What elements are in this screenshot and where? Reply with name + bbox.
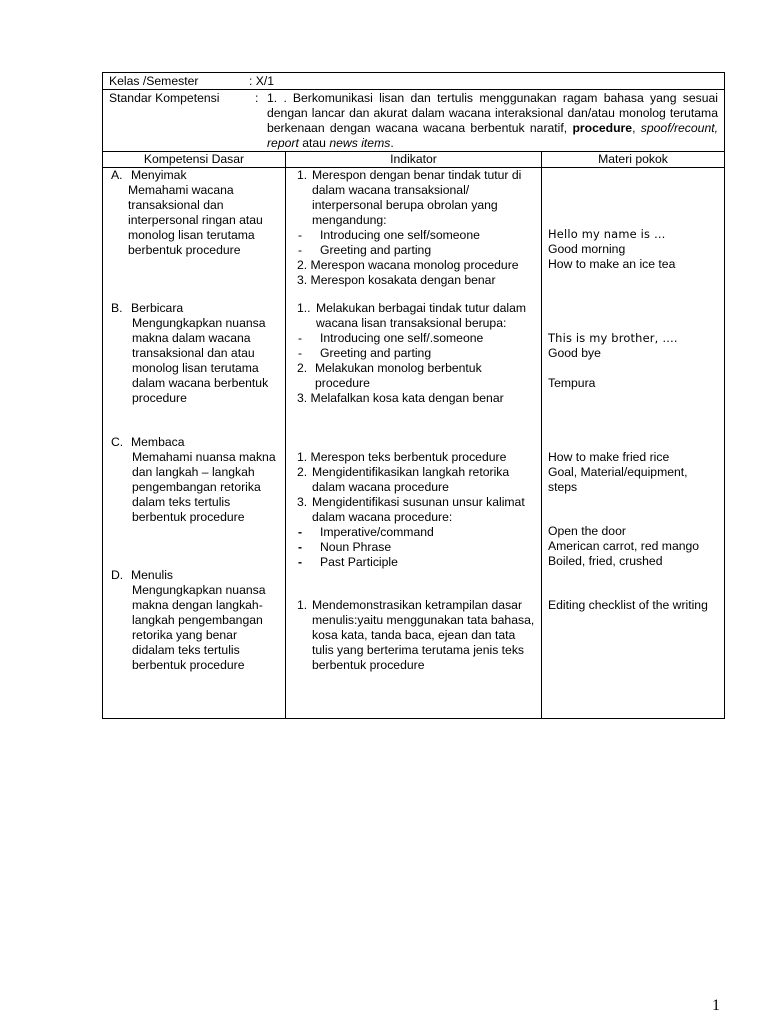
header-indikator: Indikator [286,152,542,168]
indikator-section-a: 1. Merespon dengan benar tindak tutur di dalam wacana transaksional/ interpersonal berupa obrolan yang mengandung: - Introducing one self/someone - Greeting and parting 2. Merespon wacana monolog procedure 3. Merespon kosakata dengan benar [286,168,541,288]
sk-line-2: dengan lancar dan akurat dalam wacana interaksional dan/atau monolog terutama berkenaan dengan wacana wacana berbentuk naratif, [267,106,718,135]
standar-kompetensi-row [103,90,725,152]
materi-c-3: Open the door [548,524,626,538]
sk-procedure: procedure [572,121,633,135]
kd-section-b: B. Berbicara Mengungkapkan nuansa makna dalam wacana transaksional dan atau monolog lisan terutama dalam wacana berbentuk procedure [103,301,285,406]
kd-desc-menulis: Mengungkapkan nuansa makna dengan langkah-langkah pengembangan retorika yang benar didalam teks tertulis berbentuk procedure [132,583,266,672]
indikator-b-bullet-2: Greeting and parting [320,346,432,360]
indikator-c-3: Mengidentifikasi susunan unsur kalimat dalam wacana procedure: [312,495,525,524]
table-body-row [103,168,725,719]
kelas-value: : X/1 [249,74,275,88]
kd-title-menyimak: Menyimak [131,168,187,182]
indikator-b-1: Melakukan berbagai tindak tutur dalam wacana lisan transaksional berupa: [316,301,527,330]
sk-number: 1. . [267,91,287,105]
kd-desc-membaca: Memahami nuansa makna dan langkah – langkah pengembangan retorika dalam teks tertulis berbentuk procedure [132,450,276,524]
page-number: 1 [712,997,720,1014]
indikator-a-bullet-1: Introducing one self/someone [320,228,480,242]
indikator-c-bullet-3: Past Participle [320,555,398,569]
materi-c-1: How to make fried rice [548,450,670,464]
indikator-d-1: Mendemonstrasikan ketrampilan dasar menulis:yaitu menggunakan tata bahasa, kosa kata, tanda baca, ejean dan tata tulis yang berterima terutama jenis teks berbentuk procedure [312,598,535,672]
indikator-a-2: 2. Merespon wacana monolog procedure [297,258,519,272]
kelas-label: Kelas /Semester [109,74,199,88]
kd-title-berbicara: Berbicara [131,301,184,315]
materi-section-a [542,227,724,272]
sk-spoof-report: spoof/recount, report [267,121,719,150]
kd-title-membaca: Membaca [131,435,185,449]
materi-b-1: This is my brother, …. [548,331,678,345]
indikator-a-bullet-2: Greeting and parting [320,243,432,257]
indikator-a-3: 3. Merespon kosakata dengan benar [297,273,496,287]
kelas-row [103,73,725,90]
indikator-section-b: 1.. Melakukan berbagai tindak tutur dalam wacana lisan transaksional berupa: - Introducing one self/.someone - Greeting and parting 2. Melakukan monolog berbentuk procedure 3. Melafalkan kosa kata dengan benar [286,301,541,406]
materi-a-3: How to make an ice tea [548,257,676,271]
column-headers [103,152,725,168]
materi-b-2: Good bye [548,346,601,360]
materi-d-1: Editing checklist of the writing [548,598,708,612]
indikator-b-bullet-1: Introducing one self/.someone [320,331,484,345]
sk-label: Standar Kompetensi [109,91,220,105]
indikator-c-bullet-1: Imperative/command [320,525,434,539]
kd-title-menulis: Menulis [131,568,173,582]
materi-section-b [542,331,724,391]
kd-section-d: D. Menulis Mengungkapkan nuansa makna dengan langkah-langkah pengembangan retorika yang benar didalam teks tertulis berbentuk procedure [103,568,285,673]
materi-a-1: Hello my name is … [548,227,666,241]
sk-text: 1. . Berkomunikasi lisan dan tertulis menggunakan ragam bahasa yang sesuai dengan lancar dan akurat dalam wacana interaksional dan/atau monolog terutama berkenaan dengan wacana wacana berbentuk naratif, procedure, spoof/recount, report atau news items. [267,91,719,150]
kd-section-a: A. Menyimak Memahami wacana transaksional dan interpersonal ringan atau monolog lisan terutama berbentuk procedure [103,168,285,258]
indikator-c-2: Mengidentifikasikan langkah retorika dalam wacana procedure [312,465,510,494]
competency-table [102,72,725,719]
header-materi-pokok: Materi pokok [542,152,725,168]
sk-separator: : [255,91,259,105]
indikator-section-d: 1. Mendemonstrasikan ketrampilan dasar menulis:yaitu menggunakan tata bahasa, kosa kata, tanda baca, ejean dan tata tulis yang berterima terutama jenis teks berbentuk procedure [286,598,541,673]
indikator-section-c: 1. Merespon teks berbentuk procedure 2. Mengidentifikasikan langkah retorika dalam wacana procedure 3. Mengidentifikasi susunan unsur kalimat dalam wacana procedure: - Imperative/command - Noun Phrase - Past Participle [286,450,541,570]
materi-section-c [542,450,724,495]
header-kompetensi-dasar: Kompetensi Dasar [103,152,286,168]
kd-section-c: C. Membaca Memahami nuansa makna dan langkah – langkah pengembangan retorika dalam teks tertulis berbentuk procedure [103,435,285,525]
kd-column [103,168,286,719]
indikator-column [286,168,542,719]
materi-section-c-lower [542,524,724,569]
indikator-c-1: 1. Merespon teks berbentuk procedure [297,450,507,464]
indikator-c-bullet-2: Noun Phrase [320,540,392,554]
kd-desc-berbicara: Mengungkapkan nuansa makna dalam wacana transaksional dan atau monolog lisan terutama dalam wacana berbentuk procedure [132,316,269,405]
materi-a-2: Good morning [548,242,626,256]
sk-news-items: news items [329,136,391,150]
indikator-b-2: Melakukan monolog berbentuk procedure [315,361,482,390]
materi-column [542,168,725,719]
materi-c-2: Goal, Material/equipment, steps [548,465,688,494]
materi-c-4: American carrot, red mango [548,539,700,553]
materi-b-3: Tempura [548,376,596,390]
materi-section-d [542,598,724,613]
kd-desc-menyimak: Memahami wacana transaksional dan interpersonal ringan atau monolog lisan terutama berbentuk procedure [128,183,263,257]
sk-line-1: Berkomunikasi lisan dan tertulis menggunakan ragam bahasa yang sesuai [292,91,719,105]
materi-c-5: Boiled, fried, crushed [548,554,663,568]
indikator-a-1: Merespon dengan benar tindak tutur di dalam wacana transaksional/ interpersonal berupa obrolan yang mengandung: [312,168,522,227]
indikator-b-3: 3. Melafalkan kosa kata dengan benar [297,391,504,405]
